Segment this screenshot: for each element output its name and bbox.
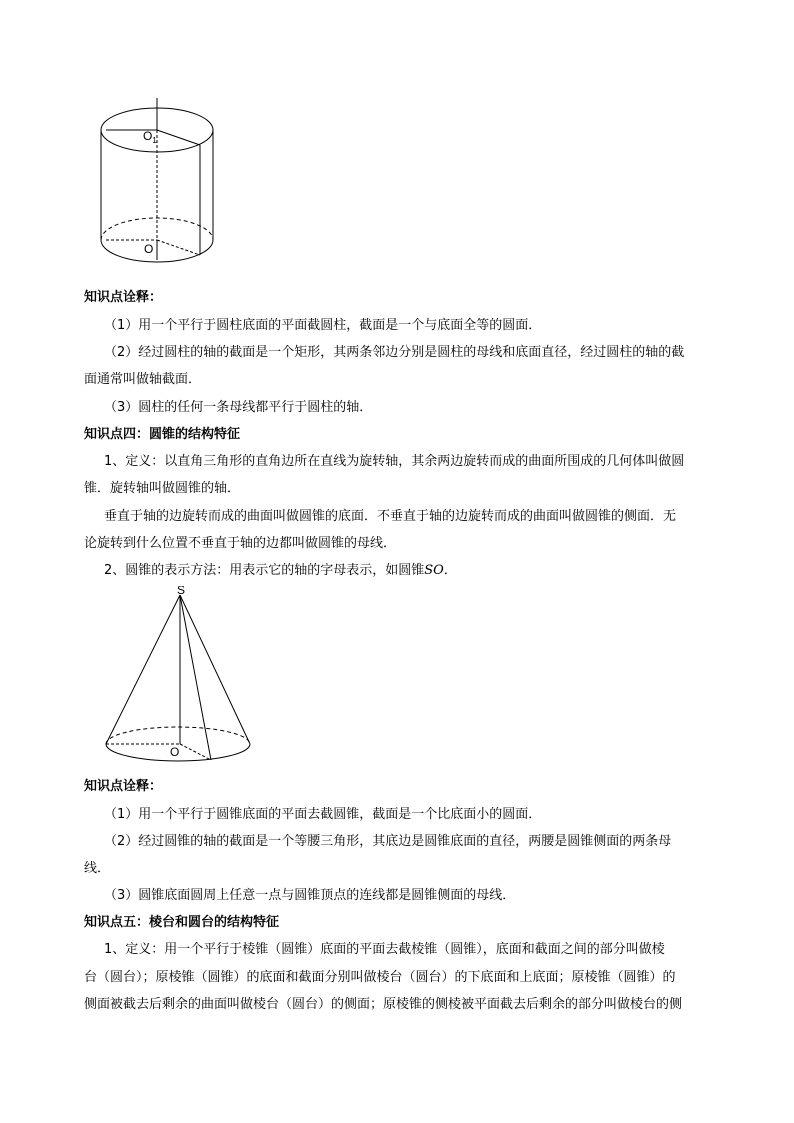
cone-left-slant (106, 595, 180, 744)
section4-def-2: 锥．旋转轴叫做圆锥的轴． (84, 481, 241, 496)
section5-heading: 知识点五：棱台和圆台的结构特征 (84, 915, 280, 930)
section4-def-4: 论旋转到什么位置不垂直于轴的边都叫做圆锥的母线． (84, 536, 397, 551)
cylinder-note-3: （3）圆柱的任何一条母线都平行于圆柱的轴． (104, 400, 373, 415)
cylinder-label-o: O (144, 242, 154, 256)
section5-def-3: 侧面被截去后剩余的曲面叫做棱台（圆台）的侧面；原棱锥的侧棱被平面截去后剩余的部分叫做棱台的侧 (84, 997, 683, 1012)
section4-def-1: 1、定义：以直角三角形的直角边所在直线为旋转轴，其余两边旋转而成的曲面所围成的几何体叫做圆 (104, 454, 685, 469)
section5-def-2: 台（圆台）；原棱锥（圆锥）的底面和截面分别叫做棱台（圆台）的下底面和上底面；原棱锥（圆锥）的 (84, 970, 676, 985)
cylinder-notes-heading: 知识点诠释： (84, 290, 163, 305)
cylinder-figure (98, 94, 228, 264)
section4-heading: 知识点四：圆锥的结构特征 (84, 427, 241, 442)
cone-right-slant (180, 595, 250, 744)
section4-representation: 2、圆锥的表示方法：用表示它的轴的字母表示，如圆锥SO． (104, 563, 457, 578)
cone-note-2: （2）经过圆锥的轴的截面是一个等腰三角形，其底边是圆锥底面的直径，两腰是圆锥侧面的两条母 (104, 834, 672, 849)
cone-note-3: （3）圆锥底面圆周上任意一点与圆锥顶点的连线都是圆锥侧面的母线． (104, 888, 516, 903)
cylinder-note-2-cont: 面通常叫做轴截面． (84, 372, 202, 387)
cone-generatrix (180, 595, 211, 760)
cone-notes-heading: 知识点诠释： (84, 779, 163, 794)
cone-symbol: SO (424, 563, 444, 578)
cone-label-o: O (170, 745, 180, 759)
cone-note-2-cont: 线． (84, 861, 111, 876)
cylinder-note-1: （1）用一个平行于圆柱底面的平面截圆柱，截面是一个与底面全等的圆面． (104, 318, 542, 333)
cylinder-label-o1: $O_1$ (143, 129, 157, 145)
cylinder-note-2: （2）经过圆柱的轴的截面是一个矩形，其两条邻边分别是圆柱的母线和底面直径，经过圆柱的轴的截 (104, 345, 685, 360)
section5-def-1: 1、定义：用一个平行于棱锥（圆锥）底面的平面去截棱锥（圆锥），底面和截面之间的部分叫做棱 (104, 942, 665, 957)
cone-label-s: S (177, 586, 186, 597)
cone-figure (98, 586, 258, 766)
section4-def-3: 垂直于轴的边旋转而成的曲面叫做圆锥的底面．不垂直于轴的边旋转而成的曲面叫做圆锥的侧面．无 (104, 509, 677, 524)
cone-note-1: （1）用一个平行于圆锥底面的平面去截圆锥，截面是一个比底面小的圆面． (104, 807, 542, 822)
